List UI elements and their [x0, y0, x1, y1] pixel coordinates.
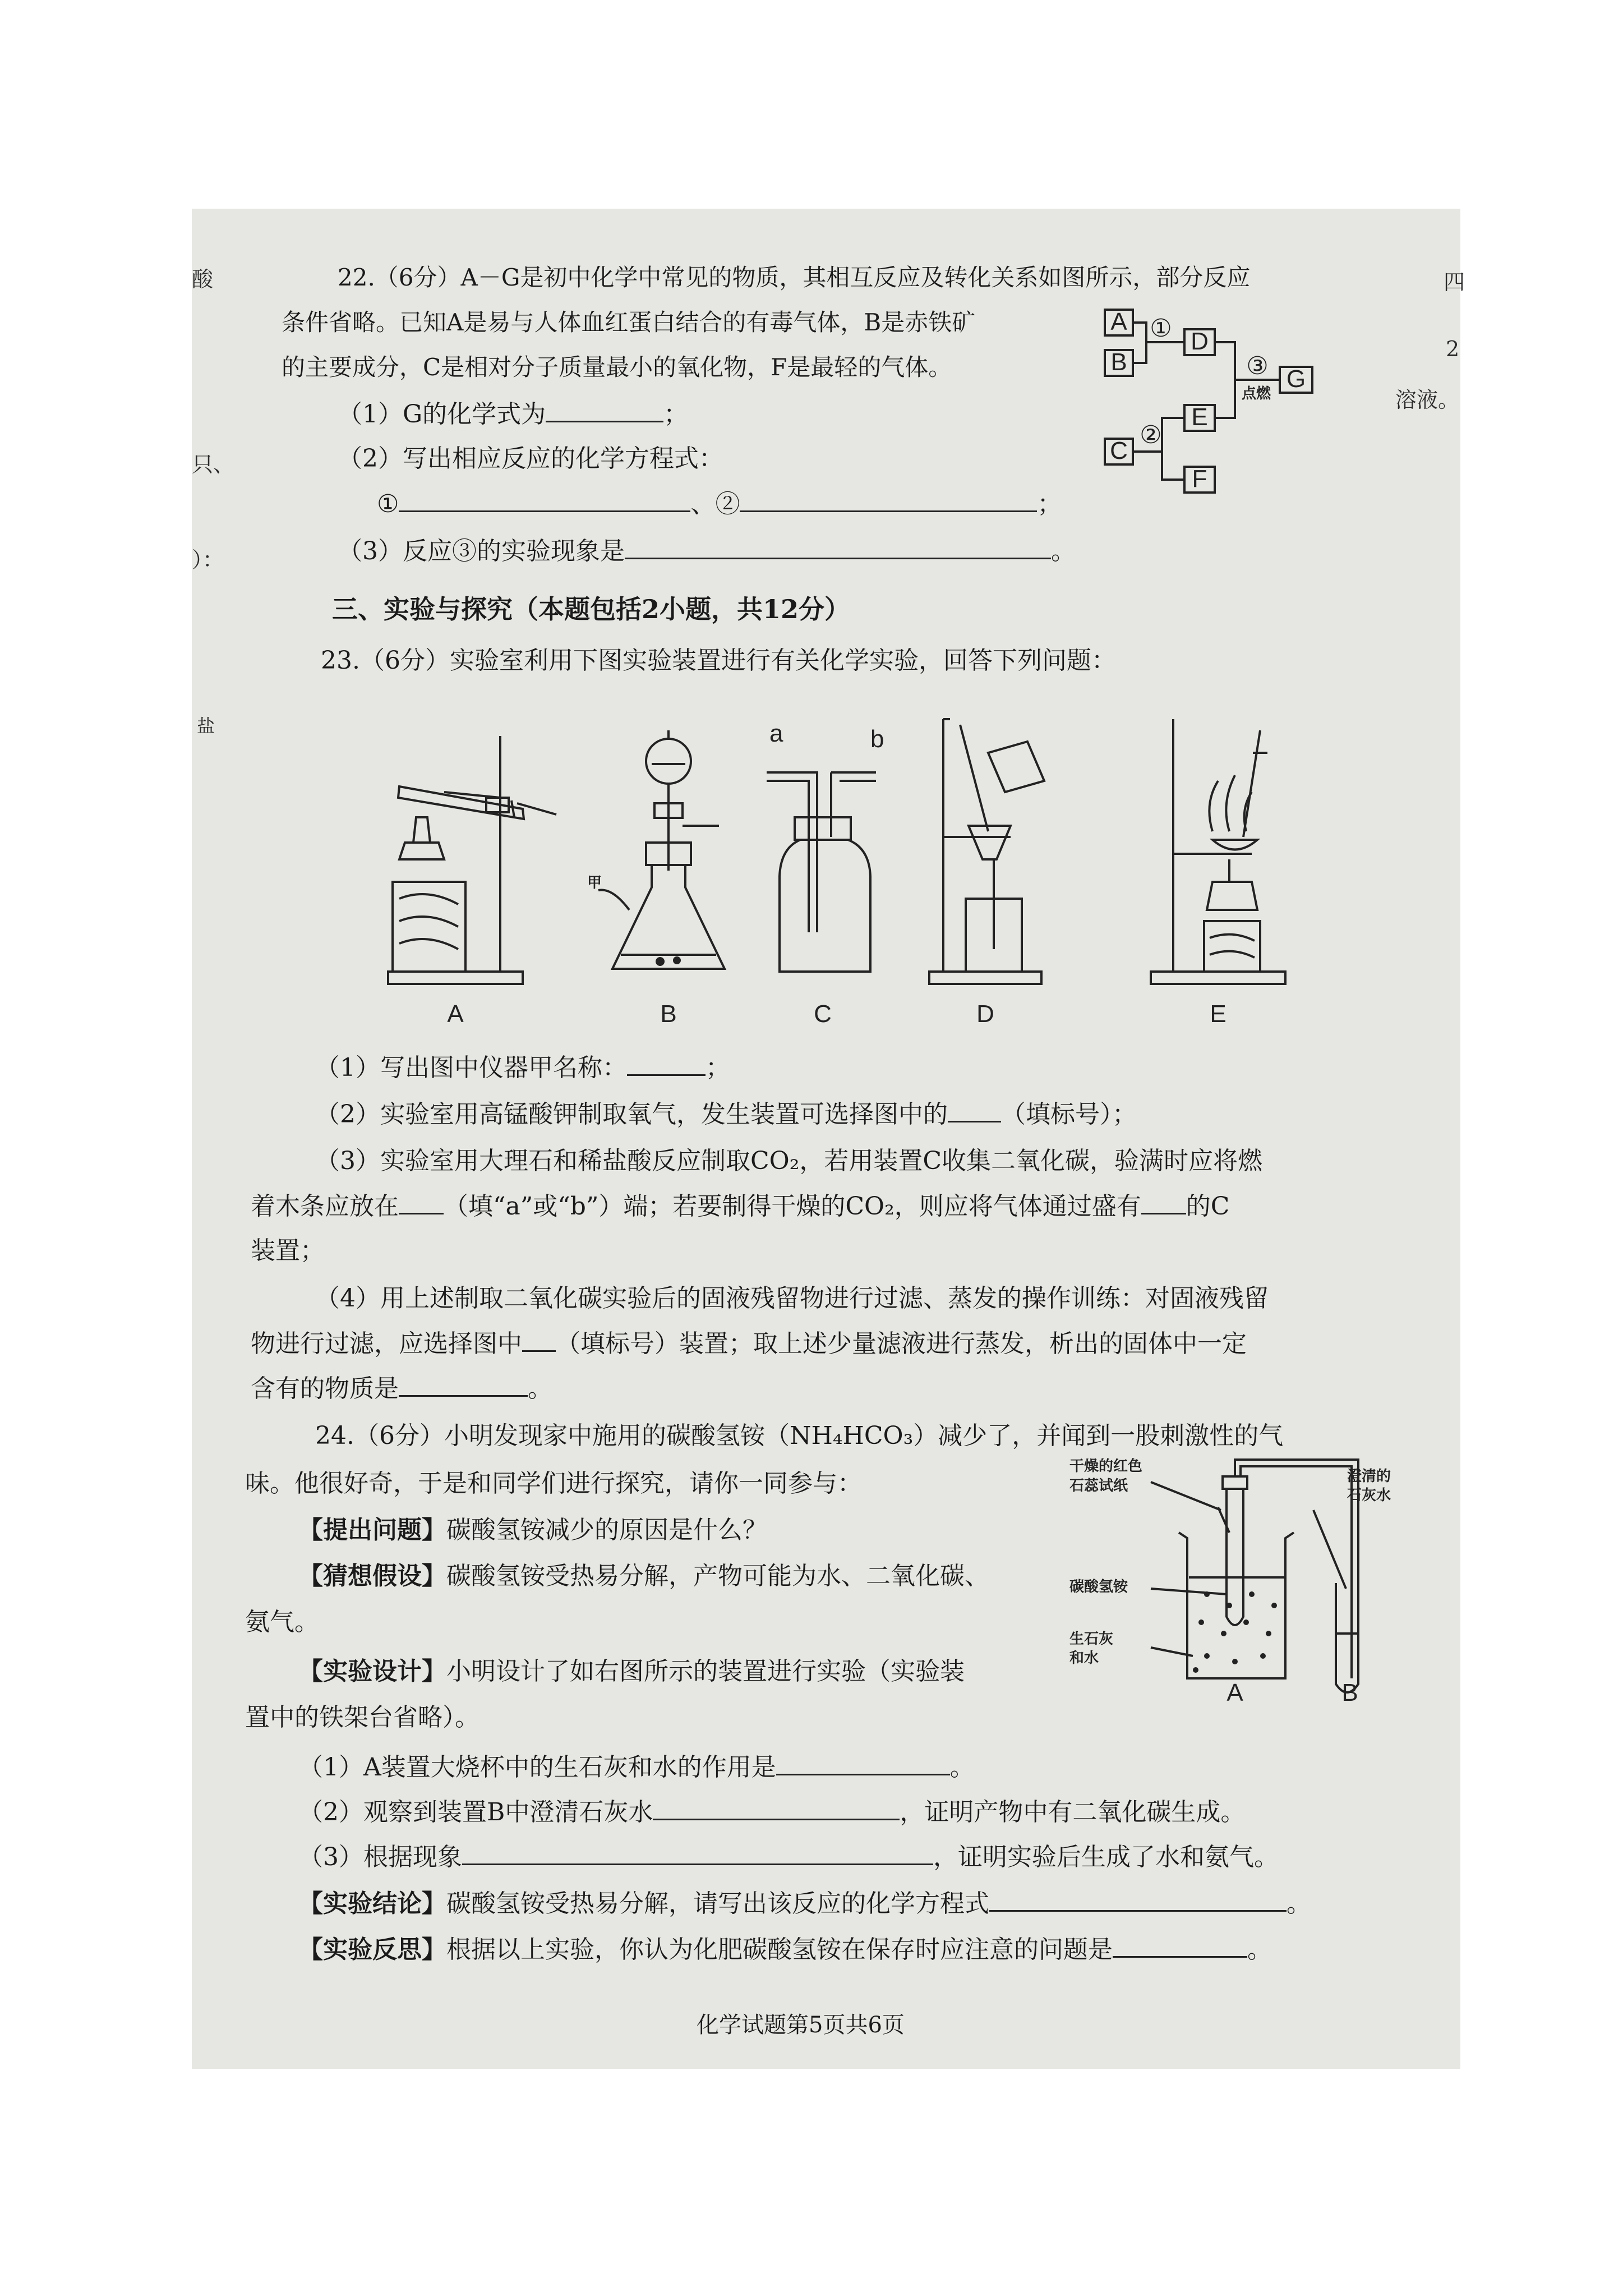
- left-edge-text: 酸: [192, 267, 214, 292]
- answer-blank[interactable]: [1141, 1190, 1186, 1214]
- box-c: [1105, 437, 1133, 464]
- answer-blank[interactable]: [1113, 1934, 1247, 1958]
- svg-text:干燥的红色: 干燥的红色: [1069, 1458, 1143, 1475]
- svg-text:A: A: [1227, 1679, 1243, 1706]
- exam-page: [192, 209, 1465, 2069]
- right-edge-text: 溶液。: [1395, 388, 1460, 412]
- box-e: [1184, 403, 1215, 431]
- q23-sub4-line1: （4）用上述制取二氧化碳实验后的固液残留物进行过滤、蒸发的操作训练：对固液残留: [315, 1284, 1269, 1313]
- relation-diagram: [1095, 298, 1330, 512]
- q23-intro: 23.（6分）实验室利用下图实验装置进行有关化学实验，回答下列问题：: [321, 646, 1116, 675]
- q24-question: 【提出问题】碳酸氢铵减少的原因是什么？: [298, 1516, 767, 1544]
- answer-blank[interactable]: [948, 1098, 1001, 1122]
- q22-sub2: （2）写出相应反应的化学方程式：: [338, 444, 723, 473]
- box-d: [1184, 328, 1215, 355]
- answer-blank[interactable]: [399, 488, 690, 512]
- q24-line1: 24.（6分）小明发现家中施用的碳酸氢铵（NH₄HCO₃）减少了，并闻到一股刺激性的气: [315, 1421, 1284, 1450]
- apparatus-b: [587, 730, 725, 1028]
- svg-text:B: B: [660, 1000, 677, 1028]
- apparatus-d: [929, 719, 1044, 1028]
- svg-text:澄清的: 澄清的: [1347, 1468, 1391, 1485]
- q24-reflection: 【实验反思】根据以上实验，你认为化肥碳酸氢铵在保存时应注意的问题是 。: [298, 1934, 1272, 1966]
- q22-sub3: （3）反应③的实验现象是 。: [338, 535, 1076, 567]
- q22-line1: 22.（6分）A－G是初中化学中常见的物质，其相互反应及转化关系如图所示，部分反应: [338, 264, 1251, 291]
- svg-text:和水: 和水: [1069, 1650, 1099, 1667]
- q24-hypothesis-cont: 氨气。: [245, 1608, 319, 1636]
- port-b: b: [870, 725, 884, 753]
- q23-sub3-line3: 装置；: [251, 1236, 325, 1265]
- svg-text:石灰水: 石灰水: [1347, 1487, 1391, 1504]
- section-heading: 三、实验与探究（本题包括2小题，共12分）: [332, 594, 851, 624]
- q24-line2: 味。他很好奇，于是和同学们进行探究，请你一同参与：: [245, 1469, 862, 1498]
- q23-sub1: （1）写出图中仪器甲名称： ；: [315, 1052, 730, 1084]
- svg-text:A: A: [447, 1000, 464, 1028]
- svg-text:A: A: [1110, 308, 1127, 335]
- answer-blank[interactable]: [399, 1373, 528, 1397]
- q23-sub2: （2）实验室用高锰酸钾制取氧气，发生装置可选择图中的 （填标号）；: [315, 1098, 1137, 1130]
- answer-blank[interactable]: [399, 1190, 444, 1214]
- q24-sub2: （2）观察到装置B中澄清石灰水 ，证明产物中有二氧化碳生成。: [298, 1796, 1245, 1828]
- q24-hypothesis: 【猜想假设】碳酸氢铵受热易分解，产物可能为水、二氧化碳、: [298, 1562, 989, 1590]
- svg-text:B: B: [1110, 348, 1127, 376]
- left-edge-text: ）：: [192, 547, 224, 572]
- apparatus-c: [767, 720, 884, 1028]
- box-a: [1105, 308, 1133, 335]
- answer-blank[interactable]: [522, 1328, 556, 1352]
- arrow-label-3: ③: [1246, 352, 1269, 380]
- svg-text:D: D: [976, 1000, 994, 1028]
- condition-label: 点燃: [1241, 385, 1271, 402]
- svg-text:E: E: [1210, 1000, 1227, 1028]
- box-g: [1280, 365, 1312, 393]
- q22-line2: 条件省略。已知A是易与人体血红蛋白结合的有毒气体，B是赤铁矿: [282, 309, 976, 336]
- q24-sub3: （3）根据现象 ，证明实验后生成了水和氨气。: [298, 1841, 1279, 1873]
- right-edge-text: 2: [1446, 337, 1460, 361]
- q24-sub1: （1）A装置大烧杯中的生石灰和水的作用是 。: [298, 1751, 975, 1783]
- decomposition-apparatus: [1067, 1454, 1426, 1712]
- answer-blank[interactable]: [653, 1796, 900, 1820]
- q23-sub3-line2: 着木条应放在 （填“a”或“b”）端；若要制得干燥的CO₂，则应将气体通过盛有 的C: [251, 1190, 1229, 1222]
- svg-text:F: F: [1192, 465, 1207, 493]
- q23-sub3-line1: （3）实验室用大理石和稀盐酸反应制取CO₂，若用装置C收集二氧化碳，验满时应将燃: [315, 1147, 1263, 1175]
- q22-sub2-blanks: ① 、② ；: [377, 488, 1062, 520]
- port-a: a: [769, 720, 783, 747]
- left-edge-text: 只、: [192, 452, 235, 477]
- svg-text:D: D: [1191, 328, 1209, 355]
- answer-blank[interactable]: [627, 1052, 706, 1076]
- svg-text:生石灰: 生石灰: [1069, 1631, 1114, 1648]
- q23-sub4-line3: 含有的物质是 。: [251, 1373, 552, 1405]
- arrow-label-1: ①: [1150, 315, 1172, 342]
- page-footer: 化学试题第5页共6页: [697, 2012, 905, 2038]
- left-edge-text: 盐: [194, 716, 215, 734]
- jia-label: 甲: [587, 875, 602, 891]
- svg-text:B: B: [1341, 1679, 1358, 1706]
- svg-text:C: C: [1110, 437, 1128, 464]
- svg-text:碳酸氢铵: 碳酸氢铵: [1069, 1579, 1128, 1595]
- answer-blank[interactable]: [776, 1751, 950, 1775]
- q22-line3: 的主要成分，C是相对分子质量最小的氧化物，F是最轻的气体。: [282, 353, 952, 381]
- answer-blank[interactable]: [625, 535, 1051, 559]
- svg-text:G: G: [1286, 365, 1306, 393]
- box-f: [1184, 465, 1215, 493]
- apparatus-e: [1151, 719, 1285, 1028]
- answer-blank[interactable]: [546, 398, 663, 422]
- q24-conclusion: 【实验结论】碳酸氢铵受热易分解，请写出该反应的化学方程式 。: [298, 1888, 1311, 1920]
- q23-sub4-line2: 物进行过滤，应选择图中 （填标号）装置；取上述少量滤液进行蒸发，析出的固体中一定: [251, 1328, 1247, 1360]
- box-b: [1105, 348, 1133, 376]
- apparatus-a: [388, 736, 556, 1028]
- right-edge-text: 四: [1444, 270, 1465, 295]
- q24-design-cont: 置中的铁架台省略）。: [245, 1703, 479, 1732]
- q24-design: 【实验设计】小明设计了如右图所示的装置进行实验（实验装: [298, 1657, 965, 1686]
- svg-text:C: C: [814, 1000, 832, 1028]
- svg-text:石蕊试纸: 石蕊试纸: [1069, 1478, 1128, 1494]
- answer-blank[interactable]: [740, 488, 1037, 512]
- q22-sub1: （1）G的化学式为 ；: [338, 398, 688, 430]
- arrow-label-2: ②: [1140, 421, 1162, 449]
- answer-blank[interactable]: [989, 1888, 1287, 1912]
- answer-blank[interactable]: [462, 1841, 933, 1865]
- svg-text:E: E: [1191, 403, 1208, 431]
- apparatus-figure: [377, 719, 1341, 1033]
